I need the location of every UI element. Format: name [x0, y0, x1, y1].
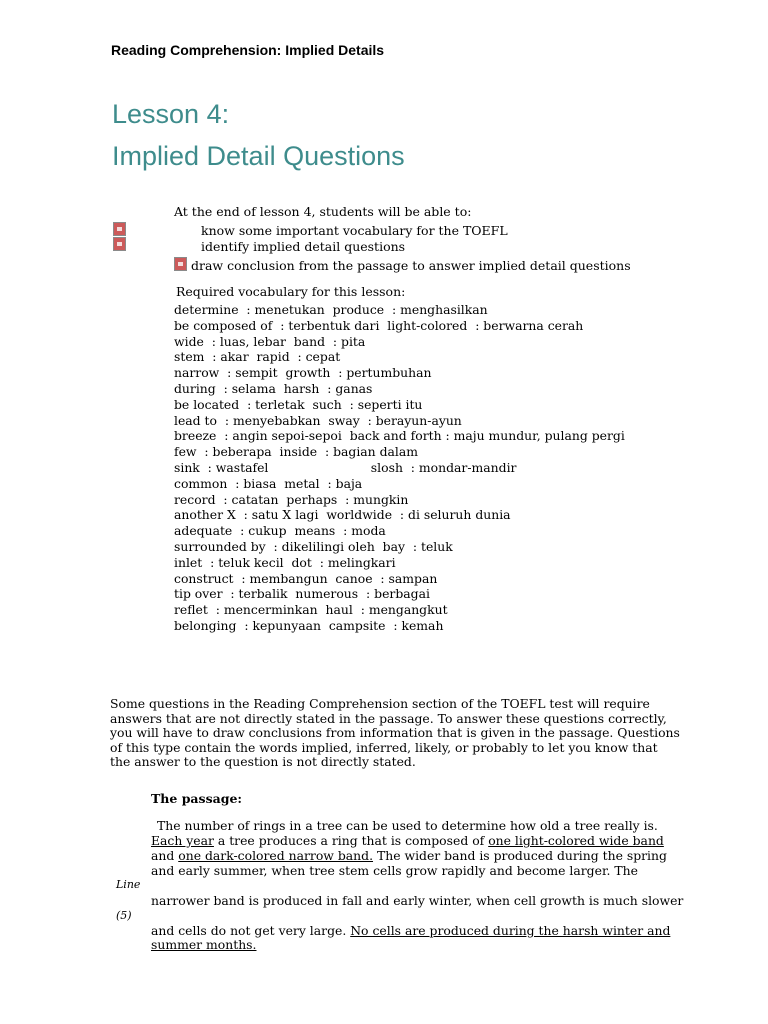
line-label: Line	[116, 878, 141, 891]
passage-line-7: summer months.	[151, 937, 257, 952]
vocabulary-item: adequate : cukup means : moda	[174, 523, 386, 539]
passage-line-3	[151, 848, 667, 863]
vocabulary-item: tip over : terbalik numerous : berbagai	[174, 586, 430, 602]
explanation-paragraph: Some questions in the Reading Comprehension section of the TOEFL test will require answers that are not directly stated in the passage. To answer these questions correctly, you will have to draw conclusions from information that is given in the passage. Questions of this type contain the words implied, inferred, likely, or probably to let you know that the answer to the question is not directly stated.	[110, 696, 680, 770]
vocabulary-item: sink : wastafel slosh : mondar-mandir	[174, 459, 517, 475]
passage-line-6	[151, 923, 670, 938]
vocabulary-item: few : beberapa inside : bagian dalam	[174, 444, 419, 460]
underlined-phrase: No cells are produced during the harsh winter and	[350, 923, 671, 938]
objectives-intro: At the end of lesson 4, students will be able to:	[174, 204, 472, 219]
vocabulary-item: narrow : sempit growth : pertumbuhan	[174, 365, 432, 381]
vocabulary-item: be composed of : terbentuk dari light-colored : berwarna cerah	[174, 317, 584, 333]
passage-line-4: and early summer, when tree stem cells grow rapidly and become larger. The	[151, 863, 638, 878]
objective-bullet-icon	[174, 257, 187, 271]
vocabulary-title: Required vocabulary for this lesson:	[176, 284, 406, 299]
lesson-number-heading: Lesson 4:	[112, 99, 230, 129]
vocabulary-item: breeze : angin sepoi-sepoi back and forth : maju mundur, pulang pergi	[174, 428, 625, 444]
passage-text: a tree produces a ring that is composed of	[213, 833, 489, 848]
passage-line-1: The number of rings in a tree can be used to determine how old a tree really is.	[157, 818, 658, 833]
vocabulary-item: during : selama harsh : ganas	[174, 380, 373, 396]
passage-text: The wider band is produced during the spring	[373, 848, 667, 863]
vocabulary-item: lead to : menyebabkan sway : berayun-ayun	[174, 412, 462, 428]
vocabulary-item: reflet : mencerminkan haul : mengangkut	[174, 602, 448, 618]
vocabulary-item: another X : satu X lagi worldwide : di seluruh dunia	[174, 507, 511, 523]
passage-line-2	[151, 833, 664, 848]
vocabulary-list	[174, 302, 625, 634]
vocabulary-item: stem : akar rapid : cepat	[174, 349, 341, 365]
passage-title: The passage:	[151, 791, 243, 806]
vocabulary-item: construct : membangun canoe : sampan	[174, 570, 438, 586]
objective-item: identify implied detail questions	[201, 239, 406, 254]
lesson-title-heading: Implied Detail Questions	[112, 141, 405, 171]
passage-text: and cells do not get very large.	[151, 923, 351, 938]
page-header: Reading Comprehension: Implied Details	[111, 42, 385, 58]
passage-line-5: narrower band is produced in fall and early winter, when cell growth is much slower	[151, 893, 684, 908]
objective-bullet-icon	[113, 237, 126, 251]
objective-bullet-icon	[113, 222, 126, 236]
objective-item: draw conclusion from the passage to answer implied detail questions	[191, 258, 631, 273]
vocabulary-item: record : catatan perhaps : mungkin	[174, 491, 409, 507]
vocabulary-item: wide : luas, lebar band : pita	[174, 333, 366, 349]
passage-text: and	[151, 848, 179, 863]
vocabulary-item: belonging : kepunyaan campsite : kemah	[174, 617, 444, 633]
line-number-5: (5)	[116, 909, 132, 922]
underlined-phrase: Each year	[151, 833, 214, 848]
vocabulary-item: determine : menetukan produce : menghasilkan	[174, 302, 488, 317]
underlined-phrase: one dark-colored narrow band.	[178, 848, 374, 863]
vocabulary-item: be located : terletak such : seperti itu	[174, 396, 423, 412]
vocabulary-item: common : biasa metal : baja	[174, 475, 363, 491]
vocabulary-item: surrounded by : dikelilingi oleh bay : teluk	[174, 538, 453, 554]
objective-item: know some important vocabulary for the TOEFL	[201, 223, 508, 238]
underlined-phrase: one light-colored wide band	[488, 833, 664, 848]
vocabulary-item: inlet : teluk kecil dot : melingkari	[174, 554, 396, 570]
